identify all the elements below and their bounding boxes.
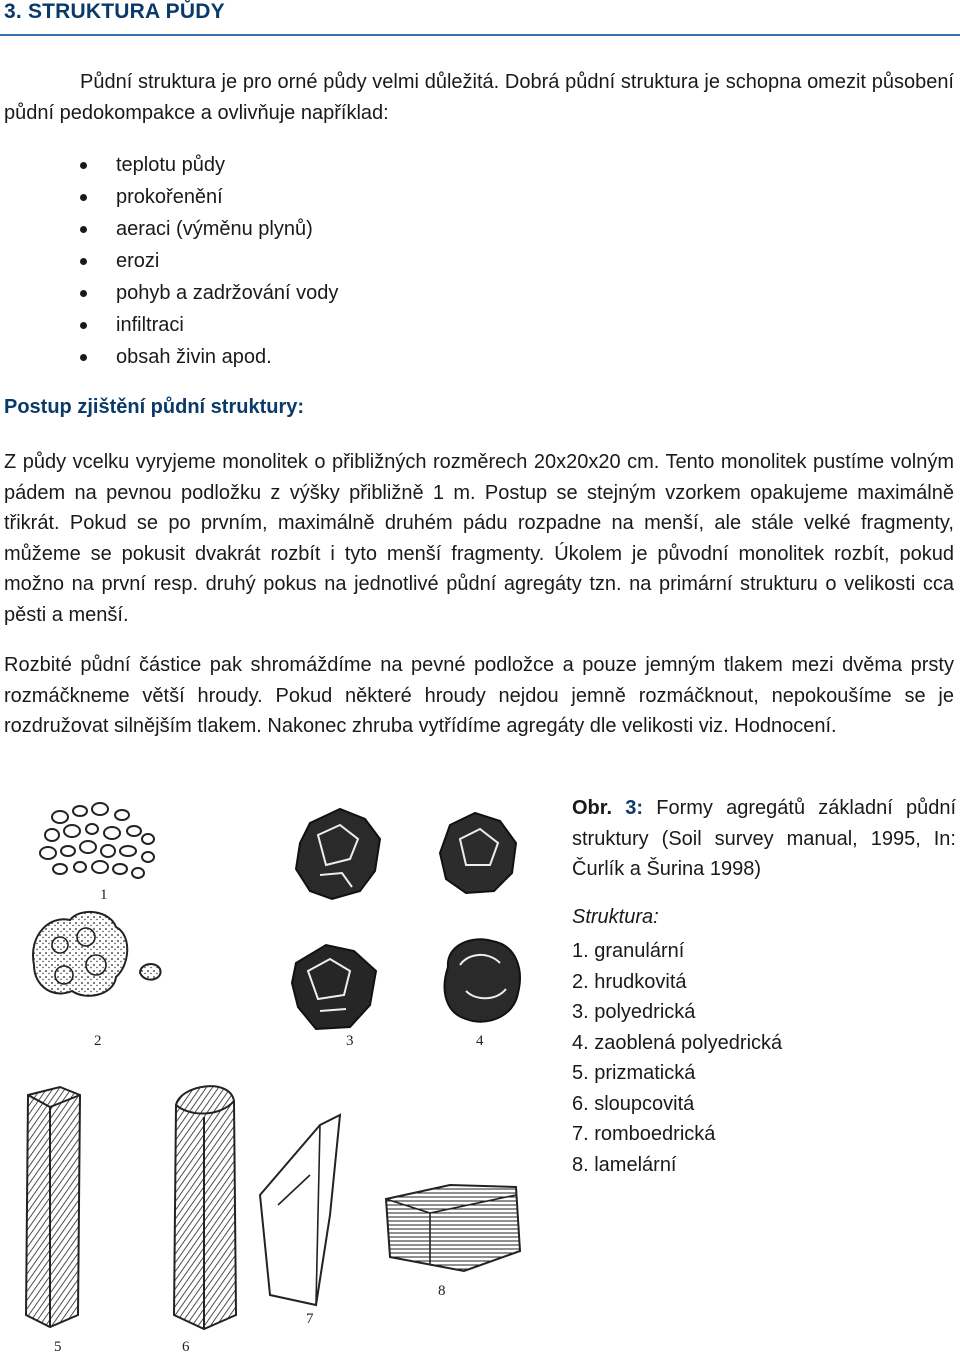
list-item: 6. sloupcovitá <box>572 1092 695 1115</box>
polyhedral-aggregate-right <box>440 813 516 893</box>
procedure-paragraph-1: Z půdy vcelku vyryjeme monolitek o přibližných rozměrech 20x20x20 cm. Tento monolitek pustíme volným pádem na pevnou podložku z výšky přibližně 1 m. Postup se stejným vzorkem opakujeme maximálně třikrát. Pokud se po prvním, maximálně druhém pádu rozpadne na menší, ale stále velké fragmenty, můžeme se pokusit dvakrát rozbít i tyto menší fragmenty. Úkolem je původní monolitek rozbít, pokud možno na první resp. druhý pokus na jednotlivé půdní agregáty tzn. na primární strukturu o velikosti cca pěsti a menší. <box>4 451 954 626</box>
figure-label-5: 5 <box>54 1339 62 1355</box>
aggregate-forms-illustration <box>20 795 550 1366</box>
list-item: erozi <box>0 245 338 277</box>
structure-list-title: Struktura: <box>572 906 659 928</box>
figure-label-6: 6 <box>182 1339 190 1355</box>
bullet-icon <box>80 258 87 265</box>
list-item: 4. zaoblená polyedrická <box>572 1031 783 1054</box>
list-item: aeraci (výměnu plynů) <box>0 213 338 245</box>
section-heading: 3. STRUKTURA PŮDY <box>4 0 225 23</box>
list-item: 1. granulární <box>572 940 685 962</box>
list-item: 3. polyedrická <box>572 1001 696 1023</box>
figure-label-3: 3 <box>346 1033 354 1049</box>
bullet-icon <box>80 322 87 329</box>
list-item: 7. romboedrická <box>572 1123 716 1145</box>
procedure-paragraph-2: Rozbité půdní částice pak shromáždíme na pevné podložce a pouze jemným tlakem mezi dvěma prsty rozmáčkneme větší hroudy. Pokud některé hroudy nejdou jemně rozmáčknout, nepokoušíme se je rozdružovat silnějším tlakem. Nakonec zhruba vytřídíme agregáty dle velikosti viz. Hodnocení. <box>4 654 954 738</box>
rhomboidal-aggregate <box>260 1115 340 1305</box>
figure-label-2: 2 <box>94 1033 102 1049</box>
platy-aggregate <box>386 1185 520 1271</box>
polyhedral-aggregate-middle <box>292 945 376 1029</box>
rounded-polyhedral-aggregate <box>445 939 520 1021</box>
figure-label-4: 4 <box>476 1033 484 1049</box>
figure-caption <box>572 793 956 885</box>
list-item: 5. prizmatická <box>572 1062 696 1084</box>
procedure-heading: Postup zjištění půdní struktury: <box>4 396 305 418</box>
list-item: teplotu půdy <box>0 149 338 181</box>
bullet-icon <box>80 162 87 169</box>
list-item: obsah živin apod. <box>0 341 338 373</box>
caption-text: Formy agregátů základní půdní struktury (Soil survey manual, 1995, In: Čurlík a Šurina 1998) <box>572 797 957 880</box>
caption-prefix: Obr. <box>572 797 613 819</box>
figure-label-1: 1 <box>100 887 108 903</box>
figure-label-8: 8 <box>438 1283 446 1299</box>
caption-number: 3: <box>625 797 644 819</box>
list-item: 8. lamelární <box>572 1153 677 1176</box>
figure-label-7: 7 <box>306 1311 314 1327</box>
bullet-icon <box>80 290 87 297</box>
list-item: 2. hrudkovitá <box>572 970 687 993</box>
list-item: infiltraci <box>0 309 338 341</box>
structure-type-list <box>572 936 782 1180</box>
polyhedral-aggregate-top <box>296 809 380 899</box>
influence-list <box>0 149 338 373</box>
columnar-aggregate <box>174 1086 236 1329</box>
list-item: prokořenění <box>0 181 338 213</box>
intro-paragraph: Půdní struktura je pro orné půdy velmi důležitá. Dobrá půdní struktura je schopna omezit působení půdní pedokompakce a ovlivňuje například: <box>4 71 954 124</box>
granular-aggregate <box>40 803 154 878</box>
crumb-aggregate <box>33 912 161 996</box>
bullet-icon <box>80 194 87 201</box>
list-item: pohyb a zadržování vody <box>0 277 338 309</box>
bullet-icon <box>80 354 87 361</box>
bullet-icon <box>80 226 87 233</box>
heading-rule <box>0 34 960 36</box>
prismatic-aggregate <box>26 1087 80 1327</box>
